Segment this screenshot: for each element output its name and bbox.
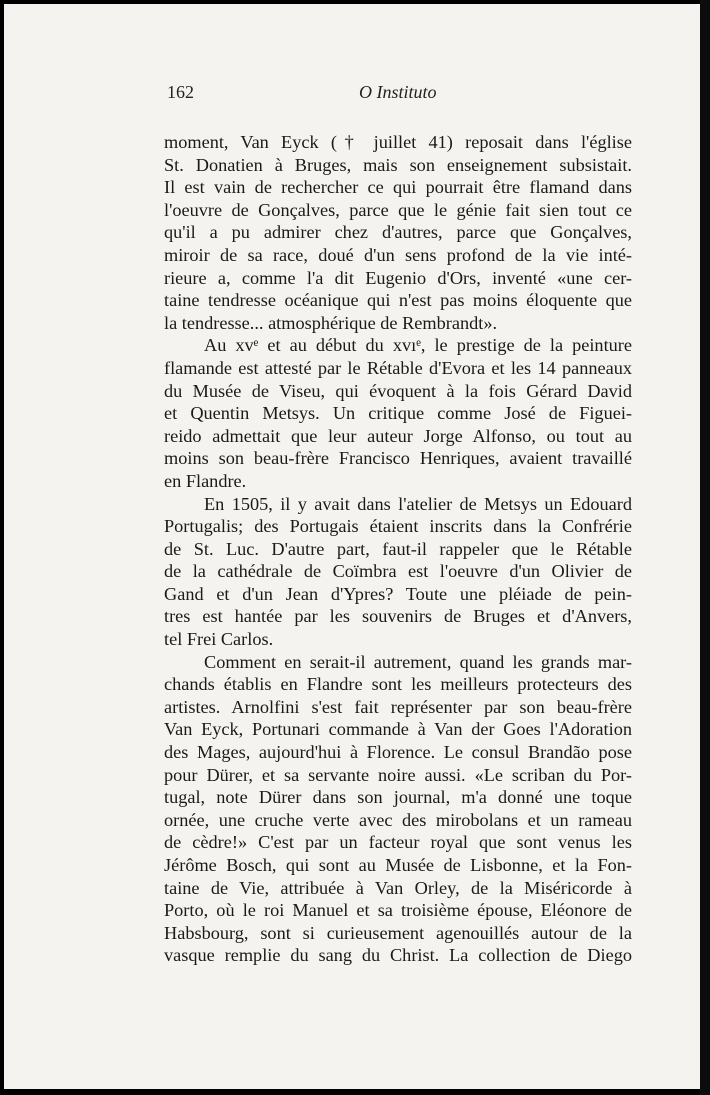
text-line: vasque remplie du sang du Christ. La collection de Diego	[164, 945, 632, 966]
text-line: de St. Luc. D'autre part, faut-il rappeler que le Rétable	[164, 538, 632, 559]
text-line: artistes. Arnolfini s'est fait représenter par son beau-frère	[164, 696, 632, 717]
text-line: Van Eyck, Portunari commande à Van der Goes l'Adoration	[164, 719, 632, 740]
paragraph-2	[164, 334, 632, 492]
text-line: moment, Van Eyck († juillet 41) reposait dans l'église	[164, 132, 632, 152]
text-line: taine tendresse océanique qui n'est pas moins éloquente que	[164, 290, 632, 311]
paragraph-3	[164, 493, 632, 651]
page-number: 162	[167, 82, 194, 102]
text-line: tugal, note Dürer dans son journal, m'a donné une toque	[164, 787, 632, 808]
text-line: tres est hantée par les souvenirs de Bruges et d'Anvers,	[164, 606, 632, 627]
text-line: en Flandre.	[164, 470, 247, 491]
text-line: pour Dürer, et sa servante noire aussi. «Le scriban du Por-	[164, 764, 632, 785]
body-text	[164, 131, 632, 967]
text-line: l'oeuvre de Gonçalves, parce que le génie fait sien tout ce	[164, 199, 632, 220]
text-line: ornée, une cruche verte avec des mirobolans et un rameau	[164, 809, 632, 830]
text-line: chands établis en Flandre sont les meilleurs protecteurs des	[164, 674, 632, 695]
text-line: Comment en serait-il autrement, quand les grands mar-	[204, 651, 632, 672]
paragraph-4	[164, 651, 632, 967]
text-line: moins son beau-frère Francisco Henriques, avaient travaillé	[164, 448, 632, 469]
text-line: Porto, où le roi Manuel et sa troisième épouse, Eléonore de	[164, 900, 632, 921]
text-line: du Musée de Viseu, qui évoquent à la fois Gérard David	[164, 380, 632, 401]
text-line: miroir de sa race, doué d'un sens profond de la vie inté-	[164, 244, 632, 265]
text-line: des Mages, aujourd'hui à Florence. Le consul Brandão pose	[164, 742, 632, 763]
scan-edge	[700, 0, 710, 1095]
text-line: et Quentin Metsys. Un critique comme José de Figuei-	[164, 403, 632, 424]
text-line: tel Frei Carlos.	[164, 629, 274, 650]
paragraph-1	[164, 131, 632, 334]
text-line: Il est vain de rechercher ce qui pourrait être flamand dans	[164, 177, 632, 198]
text-line: Habsbourg, sont si curieusement agenouillés autour de la	[164, 922, 632, 943]
text-line: En 1505, il y avait dans l'atelier de Metsys un Edouard	[204, 493, 632, 514]
text-line: taine de Vie, attribuée à Van Orley, de la Miséricorde à	[164, 877, 632, 898]
running-title: O Instituto	[359, 82, 437, 102]
text-line: flamande est attesté par le Rétable d'Evora et les 14 panneaux	[164, 357, 632, 378]
text-line: rieure a, comme l'a dit Eugenio d'Ors, inventé «une cer-	[164, 267, 632, 288]
text-line: reido admettait que leur auteur Jorge Alfonso, ou tout au	[164, 425, 632, 446]
text-line: la tendresse... atmosphérique de Rembrandt».	[164, 312, 498, 333]
text-line: Au xvᵉ et au début du xvıᵉ, le prestige de la peinture	[204, 335, 632, 356]
text-line: Gand et d'un Jean d'Ypres? Toute une pléiade de pein-	[164, 583, 632, 604]
text-line: qu'il a pu admirer chez d'autres, parce que Gonçalves,	[164, 222, 632, 243]
text-line: St. Donatien à Bruges, mais son enseignement subsistait.	[164, 154, 632, 175]
text-line: Jérôme Bosch, qui sont au Musée de Lisbonne, et la Fon-	[164, 855, 632, 875]
text-line: de la cathédrale de Coïmbra est l'oeuvre d'un Olivier de	[164, 561, 632, 582]
text-line: Portugalis; des Portugais étaient inscrits dans la Confrérie	[164, 516, 632, 537]
page-header	[164, 82, 632, 106]
text-line: de cèdre!» C'est par un facteur royal que sont venus les	[164, 832, 632, 853]
